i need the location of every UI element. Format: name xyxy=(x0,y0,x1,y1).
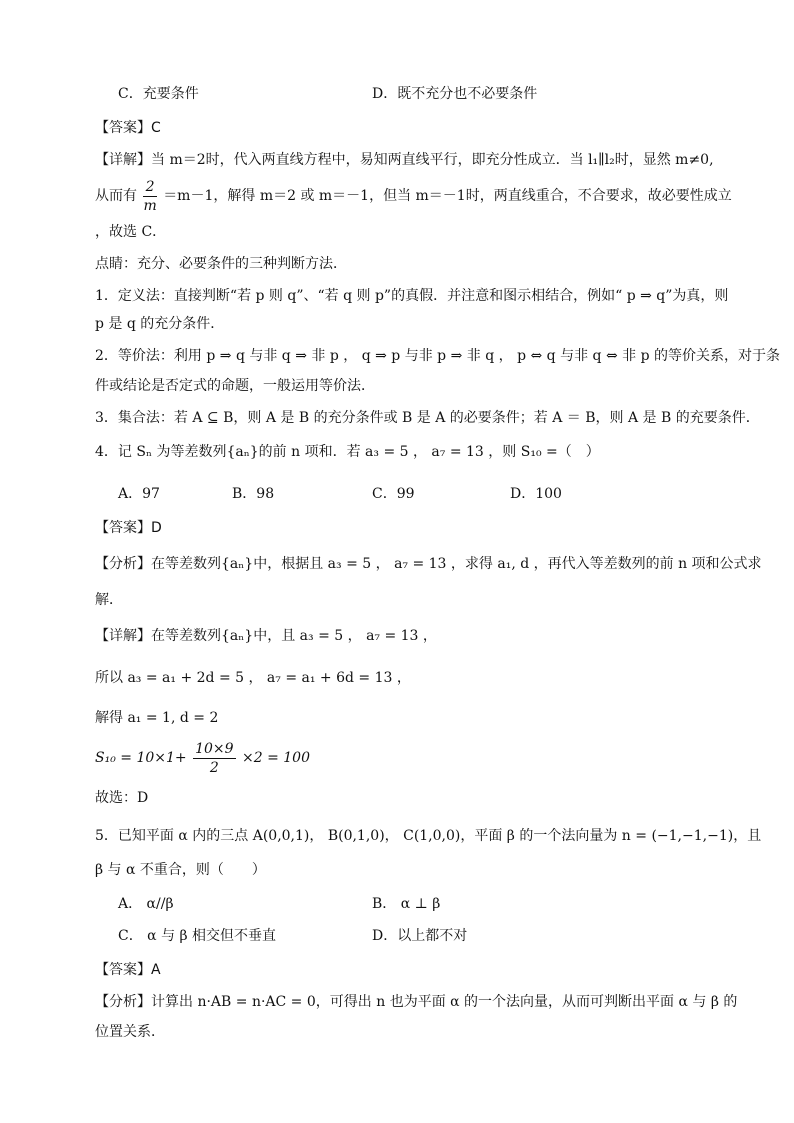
analysis-line: 位置关系． xyxy=(95,1024,165,1040)
detail-prefix: 从而有 xyxy=(95,188,137,204)
q4-option-d: D．100 xyxy=(510,486,562,502)
tips-item: 2．等价法：利用 p ⇒ q 与非 q ⇒ 非 p ， q ⇒ p 与非 p ⇒ 非 q ， p ⇔ q 与非 q ⇔ 非 p 的等价关系，对于条 xyxy=(95,348,780,364)
sum-suffix: ×2 = 100 xyxy=(242,750,310,766)
q4-option-b: B．98 xyxy=(232,486,275,502)
tips-item: 1．定义法：直接判断“若 p 则 q”、“若 q 则 p”的真假．并注意和图示相结合，例如“ p ⇒ q”为真，则 xyxy=(95,288,729,304)
question-4-stem: 4．记 Sₙ 为等差数列{aₙ}的前 n 项和．若 a₃ = 5 ， a₇ = 13 ，则 S₁₀ =（ ） xyxy=(95,444,600,460)
tips-item: 件或结论是否定式的命题，一般运用等价法． xyxy=(95,378,375,394)
detail-line: ，故选 C． xyxy=(95,224,167,240)
detail-line: 解得 a₁ = 1, d = 2 xyxy=(95,710,219,726)
answer-label: 【答案】A xyxy=(95,962,161,978)
answer-label: 【答案】C xyxy=(95,120,161,136)
tips-heading: 点睛：充分、必要条件的三种判断方法． xyxy=(95,256,347,272)
analysis-line: 【分析】在等差数列{aₙ}中，根据且 a₃ = 5 ， a₇ = 13 ，求得 a₁, d ，再代入等差数列的前 n 项和公式求 xyxy=(95,556,762,572)
sum-fraction xyxy=(193,740,235,777)
analysis-line: 【分析】计算出 n·AB = n·AC = 0，可得出 n 也为平面 α 的一个法向量，从而可判断出平面 α 与 β 的 xyxy=(95,994,738,1010)
fraction xyxy=(143,178,156,215)
sum-prefix: S₁₀ = 10×1+ xyxy=(95,750,187,766)
q4-option-c: C．99 xyxy=(372,486,415,502)
q5-option-d: D．以上都不对 xyxy=(372,928,468,944)
sum-fraction-denominator: 2 xyxy=(209,759,219,776)
tips-item: 3．集合法：若 A ⊆ B，则 A 是 B 的充分条件或 B 是 A 的必要条件；若 A ＝ B，则 A 是 B 的充要条件． xyxy=(95,410,760,426)
detail-line-with-fraction xyxy=(95,176,732,216)
option-c: C．充要条件 xyxy=(118,86,199,102)
question-5-stem: β 与 α 不重合，则（ ） xyxy=(95,862,266,878)
answer-label: 【答案】D xyxy=(95,520,162,536)
analysis-line: 解． xyxy=(95,592,123,608)
fraction-denominator: m xyxy=(143,197,157,214)
q5-option-c: C． α 与 β 相交但不垂直 xyxy=(118,928,277,944)
question-5-stem: 5．已知平面 α 内的三点 A(0,0,1)， B(0,1,0)， C(1,0,0)，平面 β 的一个法向量为 n = (−1,−1,−1)，且 xyxy=(95,828,762,844)
sum-formula xyxy=(95,738,704,778)
sum-fraction-numerator: 10×9 xyxy=(195,740,234,757)
detail-line: 所以 a₃ = a₁ + 2d = 5 ， a₇ = a₁ + 6d = 13 ， xyxy=(95,670,411,686)
option-d: D．既不充分也不必要条件 xyxy=(372,86,538,102)
q5-option-a: A． α//β xyxy=(118,896,174,912)
choice-line: 故选：D xyxy=(95,790,149,806)
detail-suffix: ＝m－1，解得 m＝2 或 m＝－1，但当 m＝－1时，两直线重合，不合要求，故必要性成立 xyxy=(163,188,732,204)
q5-option-b: B． α ⊥ β xyxy=(372,896,441,912)
q4-option-a: A．97 xyxy=(118,486,160,502)
tips-item: p 是 q 的充分条件． xyxy=(95,316,225,332)
detail-line: 【详解】当 m＝2时，代入两直线方程中，易知两直线平行，即充分性成立．当 l₁∥l₂时，显然 m≠0, xyxy=(95,152,714,168)
detail-line: 【详解】在等差数列{aₙ}中，且 a₃ = 5 ， a₇ = 13 ， xyxy=(95,628,437,644)
fraction-numerator: 2 xyxy=(143,178,156,197)
